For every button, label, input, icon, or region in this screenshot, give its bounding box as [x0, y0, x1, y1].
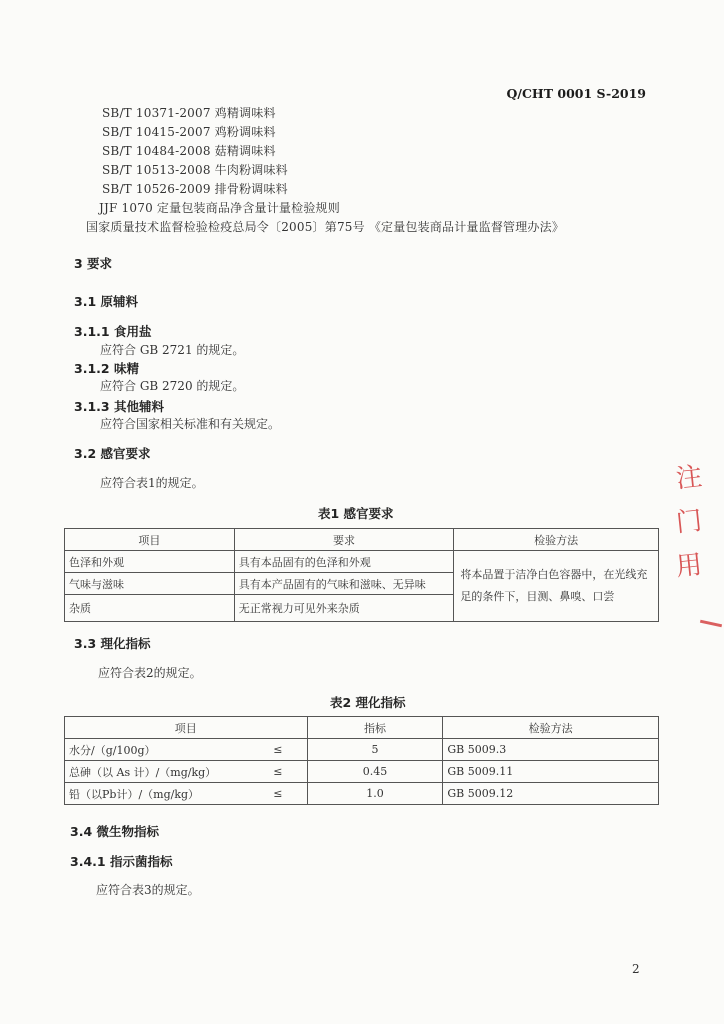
section-3-3-text: 应符合表2的规定。: [98, 666, 202, 680]
table-cell: 0.45: [307, 761, 443, 783]
table-cell: GB 5009.3: [443, 739, 659, 761]
inspection-method-cell: 将本品置于洁净白色容器中，在光线充足的条件下，目测、鼻嗅、口尝: [454, 551, 659, 622]
reference-item: SB/T 10415-2007 鸡粉调味料: [102, 125, 276, 139]
table2-title: 表2 理化指标: [330, 695, 406, 710]
table-row: [65, 739, 659, 761]
section-3-1-3-text: 应符合国家相关标准和有关规定。: [100, 417, 281, 431]
section-3-1-2-heading: 3.1.2 味精: [74, 361, 139, 376]
table-cell: 无正常视力可见外来杂质: [234, 595, 454, 622]
section-3-1-1-text: 应符合 GB 2721 的规定。: [100, 343, 245, 357]
table-cell: GB 5009.11: [443, 761, 659, 783]
table-cell: GB 5009.12: [443, 783, 659, 805]
section-3-1-heading: 3.1 原辅料: [74, 294, 138, 309]
section-3-4-1-heading: 3.4.1 指示菌指标: [70, 854, 173, 869]
table-cell: 1.0: [307, 783, 443, 805]
page-number: 2: [632, 962, 640, 976]
table-header-cell: 项目: [65, 717, 308, 739]
reference-item: SB/T 10513-2008 牛肉粉调味料: [102, 163, 288, 177]
reference-list: [86, 104, 565, 237]
table-row: [65, 761, 659, 783]
reference-item: SB/T 10371-2007 鸡精调味料: [102, 106, 276, 120]
red-seal-stamp: 注 门 用: [674, 461, 704, 583]
table-header-cell: 指标: [307, 717, 443, 739]
table-cell: 5: [307, 739, 443, 761]
table-cell: 水分/（g/100g）: [65, 739, 250, 761]
table-cell: 总砷（以 As 计）/（mg/kg）: [65, 761, 250, 783]
reference-item: 国家质量技术监督检验检疫总局令〔2005〕第75号 《定量包装商品计量监督管理办法》: [86, 220, 565, 234]
section-3-1-2-text: 应符合 GB 2720 的规定。: [100, 379, 245, 393]
section-3-heading: 3 要求: [74, 256, 113, 271]
table-cell: 色泽和外观: [65, 551, 235, 573]
table-header-cell: 检验方法: [443, 717, 659, 739]
standard-code: Q/CHT 0001 S-2019: [506, 86, 646, 101]
sensory-requirements-table: [64, 528, 659, 622]
table-row: [65, 783, 659, 805]
table-cell: 具有本产品固有的气味和滋味、无异味: [234, 573, 454, 595]
table-cell: 具有本品固有的色泽和外观: [234, 551, 454, 573]
section-3-2-heading: 3.2 感官要求: [74, 446, 151, 461]
reference-item: SB/T 10526-2009 排骨粉调味料: [102, 182, 288, 196]
table-row: [65, 551, 659, 573]
table-header-cell: 检验方法: [454, 529, 659, 551]
table-cell: ≤: [249, 783, 307, 805]
table-header-row: [65, 529, 659, 551]
section-3-3-heading: 3.3 理化指标: [74, 636, 151, 651]
table-cell: 杂质: [65, 595, 235, 622]
table-header-cell: 要求: [234, 529, 454, 551]
table-header-cell: 项目: [65, 529, 235, 551]
red-seal-stamp-edge: [700, 620, 722, 628]
table-cell: 铅（以Pb计）/（mg/kg）: [65, 783, 250, 805]
table-cell: 气味与滋味: [65, 573, 235, 595]
section-3-4-1-text: 应符合表3的规定。: [96, 883, 200, 897]
table-cell: ≤: [249, 739, 307, 761]
section-3-1-1-heading: 3.1.1 食用盐: [74, 324, 152, 339]
section-3-2-text: 应符合表1的规定。: [100, 476, 204, 490]
table1-title: 表1 感官要求: [318, 506, 394, 521]
section-3-1-3-heading: 3.1.3 其他辅料: [74, 399, 164, 414]
table-header-row: [65, 717, 659, 739]
physicochemical-indicators-table: [64, 716, 659, 805]
reference-item: SB/T 10484-2008 菇精调味料: [102, 144, 276, 158]
reference-item: JJF 1070 定量包装商品净含量计量检验规则: [99, 201, 340, 215]
section-3-4-heading: 3.4 微生物指标: [70, 824, 159, 839]
table-cell: ≤: [249, 761, 307, 783]
